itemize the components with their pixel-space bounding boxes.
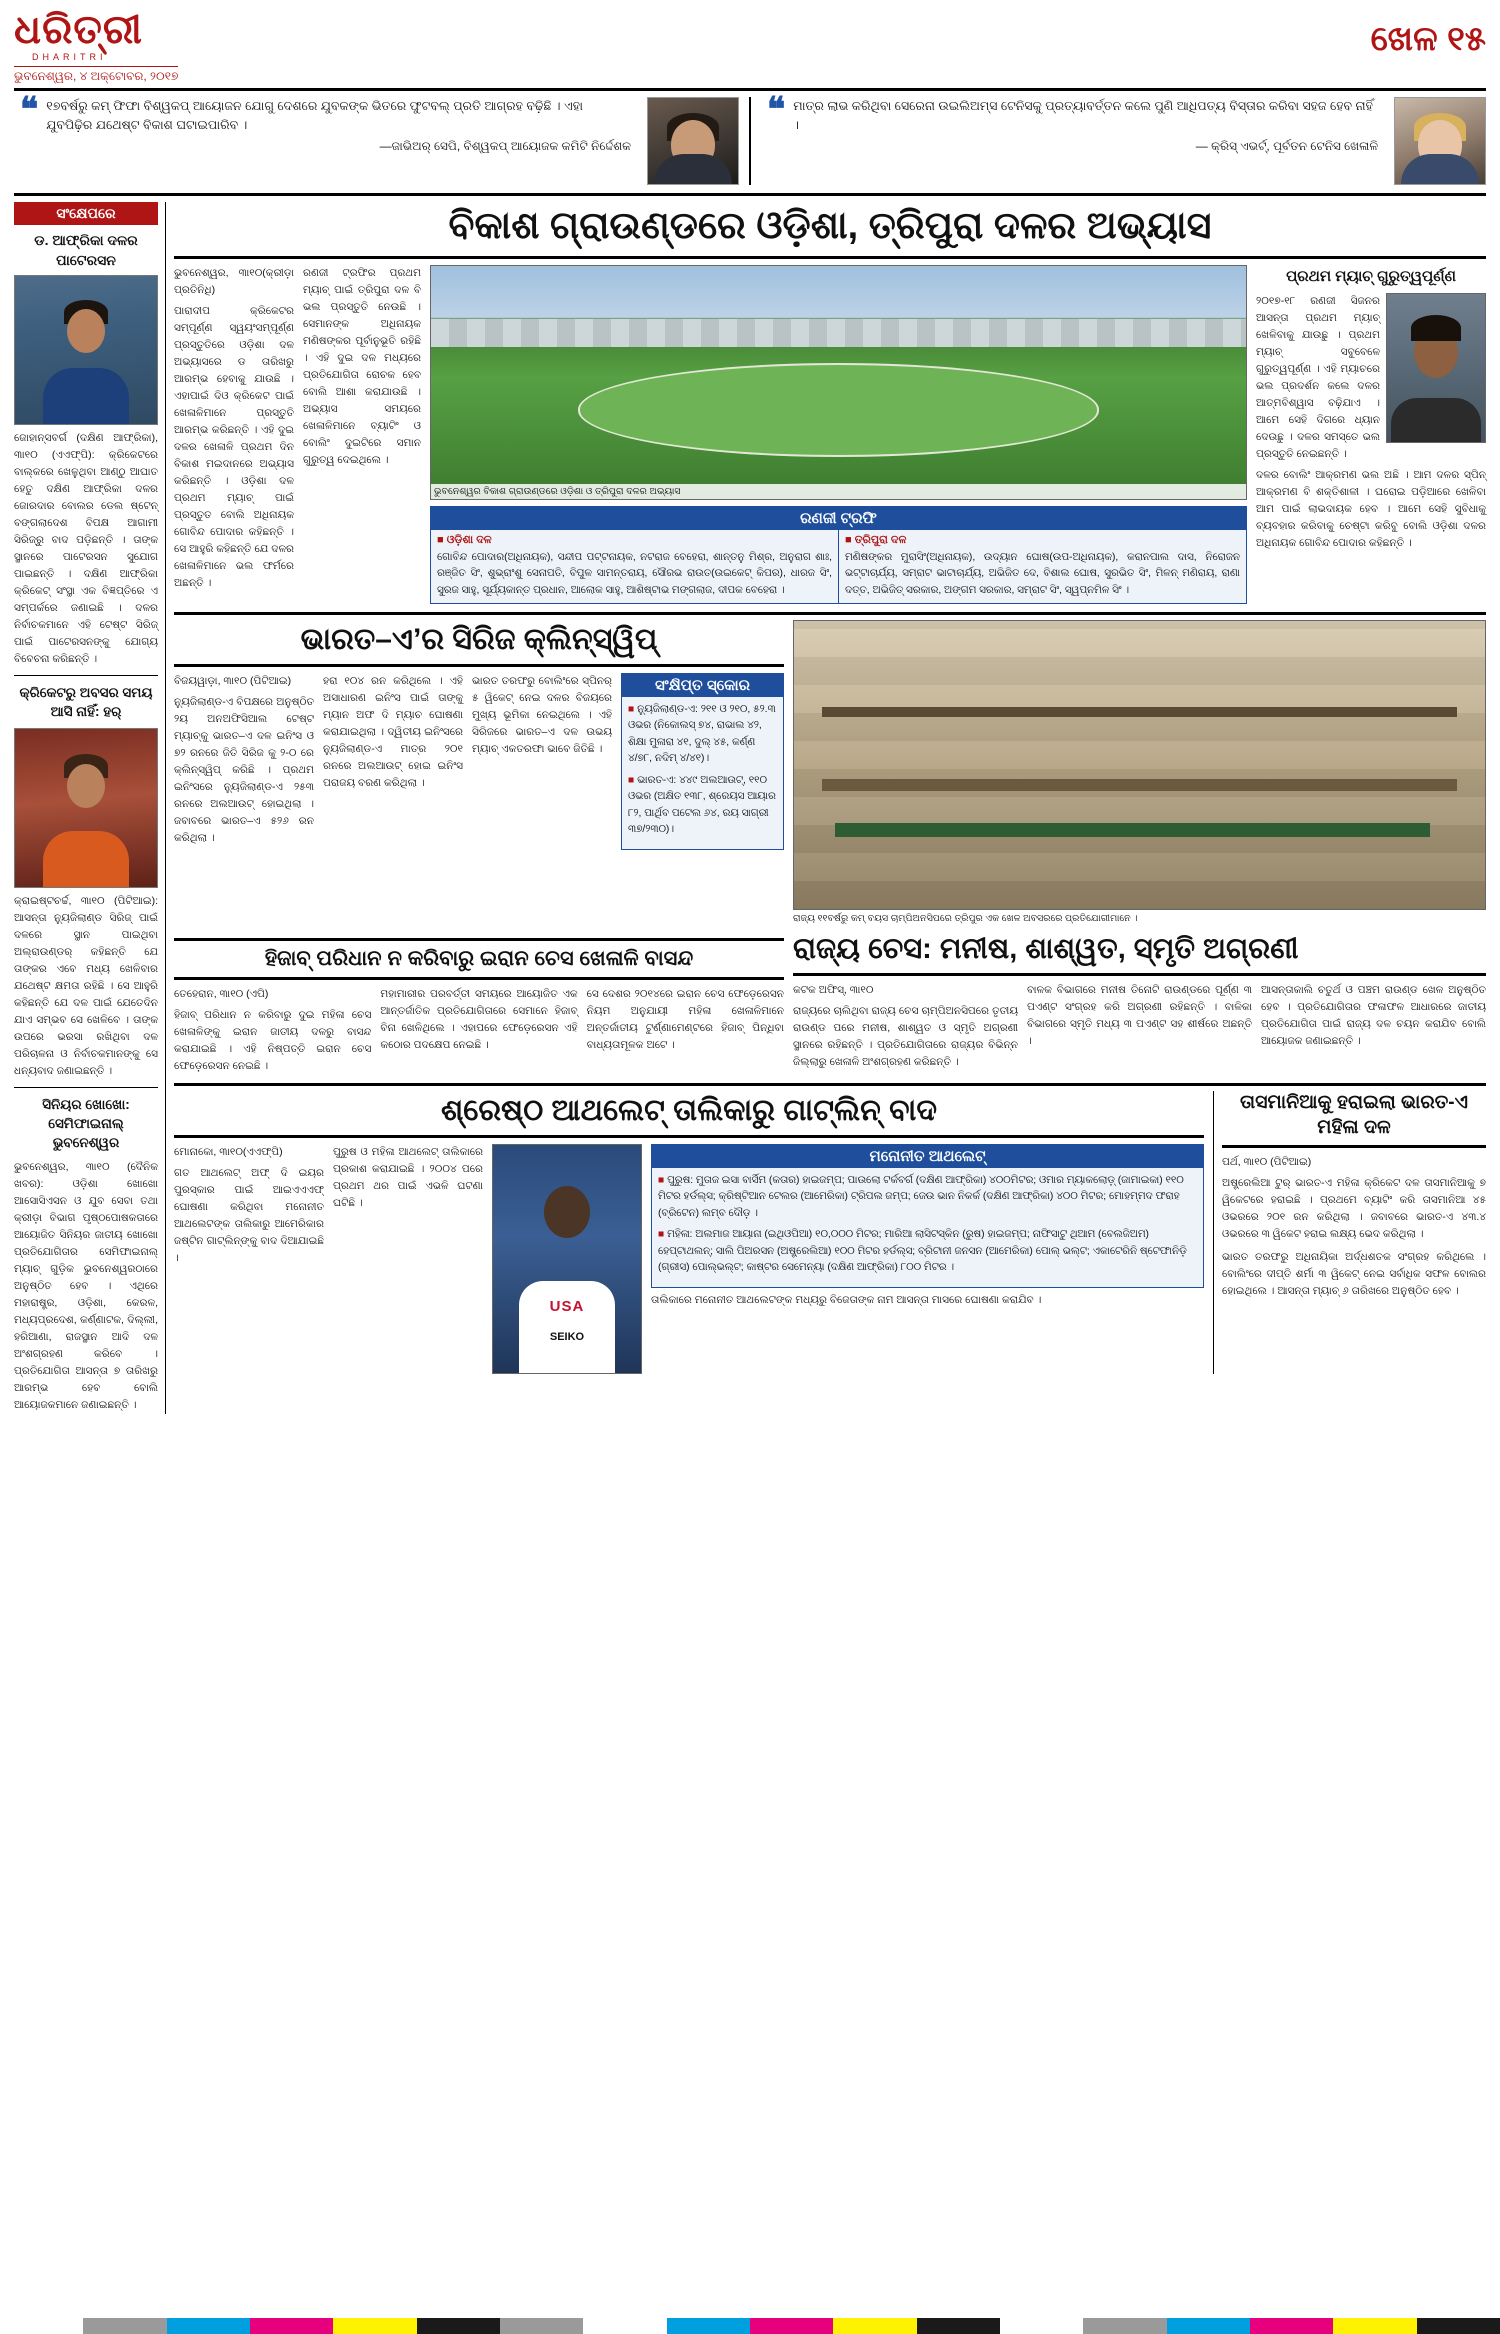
lead-col-1 [174,265,294,604]
middle-row [174,620,1486,926]
ranji-box-title: ରଣଜୀ ଟ୍ରଫି [431,507,1246,530]
sidebar-header: ସଂକ୍ଷେପରେ [14,202,158,225]
quote-mark-icon: ❝ [20,91,39,129]
series-col-3 [472,673,612,850]
series-col-2 [323,673,463,850]
color-swatch [0,2318,83,2334]
ranji-box [430,506,1247,604]
first-match-text-1: ୨୦୧୭-୧୮ ରଣଜୀ ସିଜନର ଆସନ୍ତା ପ୍ରଥମ ମ୍ୟାଚ୍ ଖେଳିବାକୁ ଯାଉଛୁ । ପ୍ରଥମ ମ୍ୟାଚ୍ ସବୁବେଳେ ଗୁରୁତ୍ୱପୂର୍ଣ୍ଣ । ଏହି ମ୍ୟାଚରେ ଭଲ ପ୍ରଦର୍ଶନ କଲେ ଦଳର ଆତ୍ମବିଶ୍ୱାସ ବଢ଼ିଯାଏ । ଆମେ ସେହି ଦିଗରେ ଧ୍ୟାନ ଦେଉଛୁ । ଦଳର ସମସ୍ତେ ଭଲ ପ୍ରସ୍ତୁତି ନେଇଛନ୍ତି । [1256,294,1380,460]
team-2-players: ମଣିଷଙ୍କର ମୁରାସିଂ(ଅଧିନାୟକ), ଉଦ୍ୟାନ ଘୋଷ(ଉପ-ଅଧିନାୟକ), କରାନପାଲ ଦାସ, ନିରୋଜନ ଭଟ୍ଟାଚାର୍ଯ୍ୟ, ସମ୍ରାଟ ଭାଟାଚାର୍ଯ୍ୟ, ଅଭିଜିତ ଦେ, ବିଶାଲ ଘୋଷ, ସୁରଭିତ ସିଂ, ମିଳନ୍ ମଣିରାୟ, ରାଣା ଦତ୍ତ, ଅଭିଜିତ୍ ସରକାର, ଅଙ୍ଗମ ସରକାର, ସମ୍ରାଟ ସିଂ, ସ୍ୱପ୍ନମିଳ ସିଂ । [845,551,1240,596]
divider [14,1087,158,1088]
series-dateline: ବିଜୟୱାଡ଼ା, ୩ା୧୦ (ପିଟିଆଇ) [174,675,292,687]
sidebar-item-2-body: କ୍ରାଇଷ୍ଟଚର୍ଚ୍ଚ, ୩ା୧୦ (ପିଟିଆଇ): ଆସନ୍ତା ନ୍ୟୁଜିଲାଣ୍ଡ ସିରିଜ୍ ପାଇଁ ଦଳରେ ସ୍ଥାନ ପାଇଥିବା ଅଲ୍‌ରାଉଣ୍ଡର୍ କହିଛନ୍ତି ଯେ ତାଙ୍କର ଏବେ ମଧ୍ୟ ଖେଳିବାର ଯଥେଷ୍ଟ କ୍ଷମତା ରହିଛି । ସେ ଆହୁରି କହିଛନ୍ତି ଯେ ଦଳ ପାଇଁ ଯେତେଦିନ ଯାଏ ସମ୍ଭବ ସେ ଖେଳିବେ । ତାଙ୍କ ଉପରେ ଭରସା ରଖିଥିବା ଦଳ ପରିଚାଳନା ଓ ନିର୍ବାଚକମାନଙ୍କୁ ସେ ଧନ୍ୟବାଦ ଜଣାଇଛନ୍ତି । [14,894,158,1077]
series-text-3: ଭାରତ ତରଫରୁ ବୋଲିଂରେ ସ୍ପିନର୍ ୫ ୱିକେଟ୍ ନେଇ ଦଳର ବିଜୟରେ ମୁଖ୍ୟ ଭୂମିକା ନେଇଥିଲେ । ଏହି ସିରିଜରେ ଭାରତ–ଏ ଦଳ ଉଭୟ ମ୍ୟାଚ୍ ଏକତରଫା ଭାବେ ଜିତିଛି । [472,675,612,755]
sidebar-item-1-body: ଜୋହାନ୍ସବର୍ଗ (ଦକ୍ଷିଣ ଆଫ୍ରିକା), ୩ା୧୦ (ଏଏଫ୍‌ପି): କ୍ରିକେଟରେ ବାଲ୍‌କରେ ଖେଳୁଥିବା ଆଣ୍ଠୁ ଆଘାତ ହେତୁ ଦକ୍ଷିଣ ଆଫ୍ରିକା ଦଳର ଜୋରଦାର ବୋଲର ଡେଲ ଷ୍ଟେନ୍ ବଙ୍ଗଲାଦେଶ ବିପକ୍ଷ ଆଗାମୀ ସିରିଜ୍‌ରୁ ବାଦ ପଡ଼ିଛନ୍ତି । ତାଙ୍କ ସ୍ଥାନରେ ପାଟେରସନ ସୁଯୋଗ ପାଇଛନ୍ତି । ଦକ୍ଷିଣ ଆଫ୍ରିକା କ୍ରିକେଟ୍ ସଂସ୍ଥା ଏକ ବିଜ୍ଞପ୍ତିରେ ଏ ସମ୍ପର୍କରେ ଜଣାଇଛି । ଦଳର ନିର୍ବାଚକମାନେ ଏହି ଟେଷ୍ଟ ସିରିଜ୍ ପାଇଁ ପାଟେରସନଙ୍କୁ ଯୋଗ୍ୟ ବିବେଚନା କରିଛନ୍ତି । [14,432,158,666]
iran-headline: ହିଜାବ୍ ପରିଧାନ ନ କରିବାରୁ ଇରାନ ଚେସ ଖେଳାଳି ବାସନ୍ଦ [264,946,694,970]
chess-col-1 [793,982,1018,1071]
bullet-icon: ■ [658,1229,665,1241]
headline-rule [793,973,1486,976]
headline-rule [174,1135,1204,1138]
team-2-title: ତ୍ରିପୁରା ଦଳ [854,533,907,546]
sidebar-item-1-title: ଡ. ଆଫ୍ରିକା ଦଳର ପାଟେରସନ [34,232,138,268]
headline-rule [174,664,784,667]
iran-text-1: ହିଜାବ୍ ପରିଧାନ ନ କରିବାରୁ ଦୁଇ ମହିଳା ଚେସ ଖେଳାଳିଙ୍କୁ ଇରାନ ଜାତୀୟ ଦଳରୁ ବାସନ୍ଦ କରାଯାଇଛି । ଏହି ନିଷ୍ପତ୍ତି ଇରାନ ଚେସ ଫେଡ଼େରେସନ ନେଇଛି । [174,1008,372,1072]
masthead [14,10,1486,91]
print-color-bar [0,2318,1500,2334]
first-match-block [1256,265,1486,604]
chess-col-2 [1027,982,1252,1071]
color-swatch [83,2318,166,2334]
headline-rule [174,977,784,980]
sidebar-item-2[interactable] [14,684,158,1080]
bullet-icon: ■ [628,704,635,715]
color-swatch [750,2318,833,2334]
ranji-team-odisha [431,530,838,603]
chess-state-story [174,930,1486,1075]
iran-dateline: ତେହେରାନ, ୩ା୧୦ (ଏପି) [174,987,269,1000]
bullet-icon: ■ [845,533,852,546]
athletes-col-2 [333,1144,483,1374]
short-score-title: ସଂକ୍ଷିପ୍ତ ସ୍କୋର [622,674,783,697]
sidebar-item-3-body: ଭୁବନେଶ୍ୱର, ୩ା୧୦ (ଦୈନିକ ଖବର): ଓଡ଼ିଶା ଖୋଖୋ ଆସୋସିଏସନ ଓ ଯୁବ ସେବା ତଥା କ୍ରୀଡ଼ା ବିଭାଗ ପୃଷ୍ଠପୋଷକତାରେ ଆୟୋଜିତ ସିନିୟର ଜାତୀୟ ଖୋଖୋ ପ୍ରତିଯୋଗିତାର ସେମିଫାଇନାଲ୍ ମ୍ୟାଚ୍ ଗୁଡ଼ିକ ଭୁବନେଶ୍ୱରଠାରେ ଅନୁଷ୍ଠିତ ହେବ । ଏଥିରେ ମହାରାଷ୍ଟ୍ର, ଓଡ଼ିଶା, କେରଳ, ମଧ୍ୟପ୍ରଦେଶ, କର୍ଣ୍ଣାଟକ, ଦିଲ୍ଲୀ, ହରିଆଣା, ରାଜସ୍ଥାନ ଆଦି ଦଳ ଅଂଶଗ୍ରହଣ କରିବେ । ପ୍ରତିଯୋଗିତା ଆସନ୍ତା ୭ ତାରିଖରୁ ଆରମ୍ଭ ହେବ ବୋଲି ଆୟୋଜକମାନେ ଜଣାଇଛନ୍ତି । [14,1160,158,1411]
color-swatch [917,2318,1000,2334]
score-item: ■ ଭାରତ-ଏ: ୪୪୯ ଅଲଆଉଟ୍, ୧୧୦ ଓଭର (ଅକ୍ଷିତ ୧୩୮, ଶ୍ରେୟସ ଆୟାର ୮୨, ପାର୍ଥିବ ପଟେଲ ୬୪, ରୟ ସାଗ୍ରୀ ୩୭/୨୩୦)। [628,774,776,836]
lead-dateline: ଭୁବନେଶ୍ୱର, ୩ା୧୦(କ୍ରୀଡ଼ା ପ୍ରତିନିଧି) [174,266,294,296]
iran-col-3 [587,986,784,1075]
divider [14,675,158,676]
color-swatch [417,2318,500,2334]
color-swatch [500,2318,583,2334]
main-content [174,202,1486,1414]
section-divider [174,938,784,941]
athlete-photo: USA SEIKO [492,1144,642,1374]
color-swatch [1167,2318,1250,2334]
team-1-title: ଓଡ଼ିଶା ଦଳ [446,533,492,546]
tasmania-dateline: ପର୍ଥ, ୩ା୧୦ (ପିଟିଆଇ) [1222,1156,1312,1169]
quote-1 [14,91,637,185]
series-text-2: ହରା ୧୦୪ ରନ କରିଥିଲେ । ଏହି ଅସାଧାରଣ ଇନିଂସ ପାଇଁ ତାଙ୍କୁ ମ୍ୟାନ ଅଫ ଦି ମ୍ୟାଚ ଘୋଷଣା କରାଯାଇଥିଲା । ଦ୍ୱିତୀୟ ଇନିଂସରେ ନ୍ୟୁଜିଲାଣ୍ଡ-ଏ ମାତ୍ର ୨୦୧ ରନରେ ଅଲଆଉଟ୍ ହୋଇ ଇନିଂସ ପରାଜୟ ବରଣ କରିଥିଲା । [323,675,463,789]
first-match-photo [1386,293,1486,443]
nominated-men: ■ ପୁରୁଷ: ମୁତାଜ ଇସା ବାର୍ସିମ (କତାର) ହାଇଜମ୍ପ; ପାଉଲୋ ଟର୍କବର୍ଗ (ଦକ୍ଷିଣ ଆଫ୍ରିକା) ୪୦୦ମିଟର; ଓମାର ମ୍ୟାକଲୋଡ଼୍ (ଜାମାଇକା) ୧୧୦ ମିଟର ହର୍ଡଲ୍ସ; କ୍ରିଷ୍ଟିଆନ ଟେଲର (ଆମେରିକା) ଟ୍ରିପଲ ଜମ୍ପ; ଜେଉ ଭାନ ନିକର୍କ (ଦକ୍ଷିଣ ଆଫ୍ରିକା) ୪୦୦ ମିଟର; ମୋହମ୍ମଦ ଫରାହ (ବ୍ରିଟେନ) ଲମ୍ବ ଦୌଡ଼ । [658,1174,1184,1219]
team-1-players: ଗୋବିନ୍ଦ ପୋଦାର(ଅଧିନାୟକ), ସନ୍ଦୀପ ପଟ୍ଟନାୟକ, ନଟରାଜ ବେହେରା, ଶାନ୍ତନୁ ମିଶ୍ର, ଅନୁରାଗ ଶାଃ, ରଞ୍ଜିତ ସିଂ, ଶୁଭ୍ରାଂଶୁ ସେନାପତି, ବିପୁଳ ସାମନ୍ତରାୟ, ସୌରଭ ରାଉତ(ଉଇକେଟ୍ କିପର), ଧାରଜ ସିଂ, ସୁରଜ ସାହୁ, ସୂର୍ଯ୍ୟକାନ୍ତ ପ୍ରଧାନ, ଆଲୋକ ସାହୁ, ଆଶିଷ୍ଟାଭ ମଙ୍ଗଲାଜ, ଦୀପକ ବେହେରା । [437,551,832,596]
iran-text-3: ସେ ଦେଶର ୨୦୧୪ରେ ଇରାନ ଚେସ ଫେଡ଼େରେସନ ନିୟମ ଅନୁଯାୟୀ ମହିଳା ଖେଳାଳିମାନେ ଅନ୍ତର୍ଜାତୀୟ ଟୁର୍ଣ୍ଣାମେଣ୍ଟରେ ହିଜାବ୍ ପିନ୍ଧିବା ବାଧ୍ୟତାମୂଳକ ଅଟେ । [586,987,784,1051]
first-match-title: ପ୍ରଥମ ମ୍ୟାଚ୍ ଗୁରୁତ୍ୱପୂର୍ଣ୍ଣ [1286,267,1456,285]
chess-state-headline: ରାଜ୍ୟ ଚେସ: ମନୀଷ, ଶାଶ୍ୱତ, ସ୍ମୃତି ଅଗ୍ରଣୀ [793,932,1299,965]
quote-2 [761,91,1384,185]
color-swatch [1333,2318,1416,2334]
quote-mark-icon: ❝ [767,91,786,129]
athletes-text-3: ତାଲିକାରେ ମନୋନୀତ ଆଥଲେଟଙ୍କ ମଧ୍ୟରୁ ବିଜେତାଙ୍କ ନାମ ଆସନ୍ତା ମାସରେ ଘୋଷଣା କରାଯିବ । [651,1293,1042,1306]
color-swatch [1083,2318,1166,2334]
newspaper-logo: ଧରିତ୍ରୀ [14,8,143,52]
chess-text-3: ଆସନ୍ତାକାଲି ଚତୁର୍ଥ ଓ ପଞ୍ଚମ ରାଉଣ୍ଡ ଖେଳ ଅନୁଷ୍ଠିତ ହେବ । ପ୍ରତିଯୋଗିତାର ଫଳାଫଳ ଆଧାରରେ ଜାତୀୟ ପ୍ରତିଯୋଗିତା ପାଇଁ ରାଜ୍ୟ ଦଳ ଚୟନ କରାଯିବ ବୋଲି ଆୟୋଜକ ଜଣାଇଛନ୍ତି । [1261,983,1486,1047]
lead-headline: ବିକାଶ ଗ୍ରାଉଣ୍ଡରେ ଓଡ଼ିଶା, ତ୍ରିପୁରା ଦଳର ଅଭ୍ୟାସ [448,205,1212,247]
bullet-icon: ■ [658,1174,665,1186]
lead-photo-caption: ଭୁବନେଶ୍ୱର ବିକାଶ ଗ୍ରାଉଣ୍ଡରେ ଓଡ଼ିଶା ଓ ତ୍ରିପୁରା ଦଳର ଅଭ୍ୟାସ [431,484,1246,499]
series-col-1 [174,673,314,850]
athletes-dateline: ମୋନାକୋ, ୩ା୧୦(ଏଏଫ୍‌ପି) [174,1145,283,1158]
lead-text-2: ରଣଜୀ ଟ୍ରଫିର ପ୍ରଥମ ମ୍ୟାଚ୍ ପାଇଁ ତ୍ରିପୁରା ଦଳ ବି ଭଲ ପ୍ରସ୍ତୁତି ନେଉଛି । ସେମାନଙ୍କ ଅଧିନାୟକ ମଣିଷଙ୍କର ପୂର୍ବାନୁଭୂତି ରହିଛି । ଏହି ଦୁଇ ଦଳ ମଧ୍ୟରେ ପ୍ରତିଯୋଗିତା ରୋଚକ ହେବ ବୋଲି ଆଶା କରାଯାଉଛି । ଅଭ୍ୟାସ ସମୟରେ ଖେଳାଳିମାନେ ବ୍ୟାଟିଂ ଓ ବୋଲିଂ ଦୁଇଟିରେ ସମାନ ଗୁରୁତ୍ୱ ଦେଇଥିଲେ । [303,266,421,466]
section-divider [174,612,1486,615]
quote-divider [749,97,751,185]
athletes-headline: ଶ୍ରେଷ୍ଠ ଆଥଲେଟ୍ ତାଲିକାରୁ ଗାଟ୍‌ଲିନ୍ ବାଦ [440,1093,938,1127]
nominated-box-title: ମନୋନୀତ ଆଥଲେଟ୍ [652,1145,1203,1168]
color-swatch [667,2318,750,2334]
first-match-text-2: ଦଳର ବୋଲିଂ ଆକ୍ରମଣ ଭଲ ଅଛି । ଆମ ଦଳର ସ୍ପିନ୍ ଆକ୍ରମଣ ବି ଶକ୍ତିଶାଳୀ । ଘରୋଇ ପଡ଼ିଆରେ ଖେଳିବା ଆମ ପାଇଁ ଲାଭଦାୟକ ହେବ । ଆମେ ସେହି ସୁବିଧାକୁ ବ୍ୟବହାର କରିବାକୁ ଚେଷ୍ଟା କରିବୁ ବୋଲି ଓଡ଼ିଶା ଦଳର ଅଧିନାୟକ ଗୋବିନ୍ଦ ପୋଦାର କହିଛନ୍ତି । [1256,468,1486,549]
lead-col-2 [303,265,421,604]
sidebar [14,202,166,1414]
chess-state-block [793,930,1486,1075]
iran-story [174,930,784,1075]
logo-subtitle: DHARITRI [32,52,107,62]
sidebar-item-3[interactable] [14,1096,158,1414]
quote-1-attrib: —ଜାଭିଅର୍ ସେପି, ବିଶ୍ୱକପ୍ ଆୟୋଜକ କମିଟି ନିର୍ଦ୍ଦେଶକ [379,138,631,153]
sidebar-item-3-title: ସିନିୟର ଖୋଖୋ: ସେମିଫାଇନାଲ୍ ଭୁବନେଶ୍ୱର [42,1096,130,1150]
sidebar-item-1[interactable] [14,231,158,668]
logo-block [14,10,178,84]
headline-rule [1222,1145,1486,1148]
color-swatch [250,2318,333,2334]
lead-story [174,204,1486,604]
athletes-story [174,1091,1486,1374]
color-swatch [333,2318,416,2334]
quote-1-text: ୧୭ବର୍ଷରୁ କମ୍ ଫିଫା ବିଶ୍ୱକପ୍ ଆୟୋଜନ ଯୋଗୁ ଦେଶରେ ଯୁବକଙ୍କ ଭିତରେ ଫୁଟବଲ୍ ପ୍ରତି ଆଗ୍ରହ ବଢ଼ିଛି । ଏହା ଯୁବପିଢ଼ିର ଯଥେଷ୍ଟ ବିକାଶ ଘଟାଇପାରିବ । [46,99,583,133]
athletes-col-1 [174,1144,324,1374]
lead-text-1: ପାରାଦୀପ କ୍ରିକେଟର ସମ୍ପୂର୍ଣ୍ଣ ସ୍ୱୟଂସମ୍ପୂର୍ଣ୍ଣ ପ୍ରସ୍ତୁତିରେ ଓଡ଼ିଶା ଦଳ ଅଭ୍ୟାସରେ ଡ ତାରିଖରୁ ଆରମ୍ଭ ହେବାକୁ ଯାଉଛି । ଏହାପାଇଁ ଦିଓ କ୍ରିକେଟ ପାଇଁ ଖେଳାଳିମାନେ ପ୍ରସ୍ତୁତି ଆରମ୍ଭ କରିଛନ୍ତି । ଏହି ଦୁଇ ଦଳର ଖେଳାଳି ପ୍ରଥମ ଦିନ ବିକାଶ ମଇଦାନରେ ଅଭ୍ୟାସ କରିଛନ୍ତି । ଓଡ଼ିଶା ଦଳ ପ୍ରଥମ ମ୍ୟାଚ୍ ପାଇଁ ପ୍ରସ୍ତୁତ ବୋଲି ଅଧିନାୟକ ଗୋବିନ୍ଦ ପୋଦାର କହିଛନ୍ତି । ସେ ଆହୁରି କହିଛନ୍ତି ଯେ ଦଳର ଖେଳାଳିମାନେ ଭଲ ଫର୍ମରେ ଅଛନ୍ତି । [174,304,294,589]
lead-photo-ground [430,265,1247,500]
ranji-team-tripura [838,530,1246,603]
nominated-women: ■ ମହିଳା: ଅଲମାଜ ଆୟାନା (ଇଥିଓପିଆ) ୧୦,୦୦୦ ମିଟର; ମାରିଆ ଲାସିଟସ୍କିନ (ରୁଷ) ହାଇଜମ୍ପ; ନାଫିସାଟୁ ଥିଆମ (ବେଲଜିଅମ) ହେପ୍‌ଟାଥଲନ୍; ସାଲି ପିଅରସନ (ଅଷ୍ଟ୍ରେଲିଆ) ୧୦୦ ମିଟର ହର୍ଡଲ୍ସ; ବ୍ରିଟାନୀ ଜନସନ (ଆମେରିକା) ପୋଲ୍ ଭଲ୍ଟ; ଏକାଟେରିନି ଷ୍ଟେଫାନିଡ଼ି (ଗ୍ରୀସ) ପୋଲ୍‌ଭଲ୍ଟ; କାଷ୍ଟର ସେମେନ୍ୟା (ଦକ୍ଷିଣ ଆଫ୍ରିକା) ୮୦୦ ମିଟର । [658,1229,1187,1274]
sidebar-item-2-title: କ୍ରିକେଟରୁ ଅବସର ସମୟ ଆସି ନାହିଁ: ହର୍‌ [19,685,153,720]
series-headline: ଭାରତ–ଏ’ର ସିରିଜ କ୍ଲିନ୍‌ସ୍ୱିପ୍ [300,623,658,656]
series-text-1: ନ୍ୟୁଜିଲାଣ୍ଡ-ଏ ବିପକ୍ଷରେ ଅନୁଷ୍ଠିତ ୨ୟ ଅନଅଫିସିଆଲ ଟେଷ୍ଟ ମ୍ୟାଚ୍‌କୁ ଭାରତ–ଏ ଦଳ ଇନିଂସ ଓ ୭୨ ରନରେ ଜିତି ସିରିଜ କୁ ୨-୦ ରେ କ୍ଲିନ୍‌ସ୍ୱିପ୍ କରିଛି । ପ୍ରଥମ ଇନିଂସରେ ନ୍ୟୁଜିଲାଣ୍ଡ-ଏ ୨୫୩ ରନରେ ଅଲଆଉଟ୍ ହୋଇଥିଲା । ଜବାବରେ ଭାରତ–ଏ ୫୨୬ ରନ କରିଥିଲା । [174,696,314,844]
color-swatch [1250,2318,1333,2334]
athletes-text-1: ଗତ ଆଥଲେଟ୍ ଅଫ୍ ଦି ଇୟର ପୁରସ୍କାର ପାଇଁ ଆଇଏଏଏଫ୍ ଘୋଷଣା କରିଥିବା ମନୋନୀତ ଆଥଲେଟଙ୍କ ତାଲିକାରୁ ଆମେରିକାର ଜଷ୍ଟିନ ଗାଟ୍‌ଲିନ୍‌ଙ୍କୁ ବାଦ ଦିଆଯାଇଛି । [174,1166,324,1264]
tasmania-headline: ତାସମାନିଆକୁ ହରାଇଲା ଭାରତ-ଏ ମହିଳା ଦଳ [1240,1091,1468,1138]
chess-photo-block [793,620,1486,926]
color-swatch [1417,2318,1500,2334]
sidebar-item-2-photo [14,728,158,888]
section-divider [174,1083,1486,1086]
section-title: ଖେଳ ୧୫ [1370,20,1486,58]
iran-col-2 [380,986,577,1075]
chess-hall-photo [793,620,1486,910]
series-story [174,620,784,926]
chess-col-3 [1261,982,1486,1071]
tasmania-text-2: ଭାରତ ତରଫରୁ ଅଧିନାୟିକା ଅର୍ଦ୍ଧଶତକ ସଂଗ୍ରହ କରିଥିଲେ । ବୋଲିଂରେ ଦୀପ୍ତି ଶର୍ମା ୩ ୱିକେଟ୍ ନେଇ ସର୍ବାଧିକ ସଫଳ ବୋଲର ହୋଇଥିଲେ । ଆସନ୍ତା ମ୍ୟାଚ୍ ୬ ତାରିଖରେ ଅନୁଷ୍ଠିତ ହେବ । [1222,1251,1486,1298]
chess-dateline: କଟକ ଅଫିସ୍, ୩ା୧୦ [793,983,874,996]
bullet-icon: ■ [628,774,635,786]
athletes-text-2: ପୁରୁଷ ଓ ମହିଳା ଆଥଲେଟ୍ ତାଲିକାରେ ପ୍ରକାଶ କରାଯାଇଛି । ୨୦୦୪ ପରେ ପ୍ରଥମ ଥର ପାଇଁ ଏଭଳି ଘଟଣା ଘଟିଛି । [333,1145,483,1209]
quote-strip [14,91,1486,196]
quote-2-text: ମାତ୍ର ଲାଭ କରିଥିବା ସେରେନା ଉଇଲିଅମ୍ସ ଟେନିସକୁ ପ୍ରତ୍ୟାବର୍ତ୍ତନ କଲେ ପୁଣି ଆଧିପତ୍ୟ ବିସ୍ତାର କରିବା ସହଜ ହେବ ନାହିଁ । [793,99,1373,133]
quote-1-photo [647,97,739,185]
chess-text-2: ବାଳକ ବିଭାଗରେ ମନୀଷ ତିନୋଟି ରାଉଣ୍ଡରେ ପୂର୍ଣ୍ଣ ୩ ପଏଣ୍ଟ ସଂଗ୍ରହ କରି ଅଗ୍ରଣୀ ରହିଛନ୍ତି । ବାଳିକା ବିଭାଗରେ ସ୍ମୃତି ମଧ୍ୟ ୩ ପଏଣ୍ଟ ସହ ଶୀର୍ଷରେ ଅଛନ୍ତି । [1027,983,1252,1047]
chess-text-1: ରାଜ୍ୟରେ ଚାଲିଥିବା ରାଜ୍ୟ ଚେସ ଚାମ୍ପିଅନସିପରେ ତୃତୀୟ ରାଉଣ୍ଡ ପରେ ମନୀଷ, ଶାଶ୍ୱତ ଓ ସ୍ମୃତି ଅଗ୍ରଣୀ ସ୍ଥାନରେ ରହିଛନ୍ତି । ପ୍ରତିଯୋଗିତାରେ ରାଜ୍ୟର ବିଭିନ୍ନ ଜିଲ୍ଲାରୁ ଖେଳାଳି ଅଂଶଗ୍ରହଣ କରିଛନ୍ତି । [793,1004,1018,1068]
chess-photo-caption: ରାଜ୍ୟ ୧୧ବର୍ଷରୁ କମ୍ ବୟସ ଚାମ୍ପିଅନସିପରେ ତ୍ରିପୁର ଏକ ଖେଳ ଅବସରରେ ପ୍ରତିଯୋଗୀମାନେ । [793,913,1138,924]
bullet-icon: ■ [437,533,444,546]
color-swatch [833,2318,916,2334]
quote-2-attrib: — କ୍ରିସ୍ ଏଭର୍ଟ୍, ପୂର୍ବତନ ଟେନିସ ଖେଳାଳି [1195,138,1378,153]
quote-2-photo [1394,97,1486,185]
masthead-dateline: ଭୁବନେଶ୍ୱର, ୪ ଅକ୍ଟୋବର, ୨୦୧୭ [14,66,178,84]
tasmania-text-1: ଅଷ୍ଟ୍ରେଲିଆ ଟୁର୍ ଭାରତ-ଏ ମହିଳା କ୍ରିକେଟ ଦଳ ତାସମାନିଆକୁ ୭ ୱିକେଟରେ ହରାଇଛି । ପ୍ରଥମେ ବ୍ୟାଟିଂ କରି ତାସମାନିଆ ୪୫ ଓଭରରେ ୨୦୧ ରନ କରିଥିଲା । ଜବାବରେ ଭାରତ-ଏ ୪୩.୪ ଓଭରରେ ୩ ୱିକେଟ ହରାଇ ଲକ୍ଷ୍ୟ ଭେଦ କରିଥିଲା । [1222,1177,1486,1241]
headline-rule [174,256,1486,259]
tasmania-story [1213,1091,1486,1374]
nominated-athletes-box [651,1144,1204,1288]
color-swatch [167,2318,250,2334]
sidebar-item-1-photo [14,275,158,425]
color-swatch [1000,2318,1083,2334]
color-swatch [583,2318,666,2334]
short-score-box [621,673,784,850]
iran-col-1 [174,986,371,1075]
score-item: ■ ନ୍ୟୁଜିଲାଣ୍ଡ-ଏ: ୨୧୧ ଓ ୨୧୦, ୫୨.୩ ଓଭର (ନିକୋଲସ୍ ୭୪, ରାଭାଲ ୪୨, ଶିକ୍ଷା ମୁଳାରା ୪୧, ଦୁଲ୍‌ ୪୫, କର୍ଣ୍ଣ ୪/୭୮, ନଦିମ୍ ୪/୪୧)। [628,704,776,765]
iran-text-2: ମହାମାରୀର ପରବର୍ତ୍ତୀ ସମୟରେ ଆୟୋଜିତ ଏକ ଆନ୍ତର୍ଜାତିକ ପ୍ରତିଯୋଗିତାରେ ସେମାନେ ହିଜାବ୍ ବିନା ଖେଳିଥିଲେ । ଏହାପରେ ଫେଡ଼େରେସନ ଏହି କଠୋର ପଦକ୍ଷେପ ନେଇଛି । [380,987,578,1051]
